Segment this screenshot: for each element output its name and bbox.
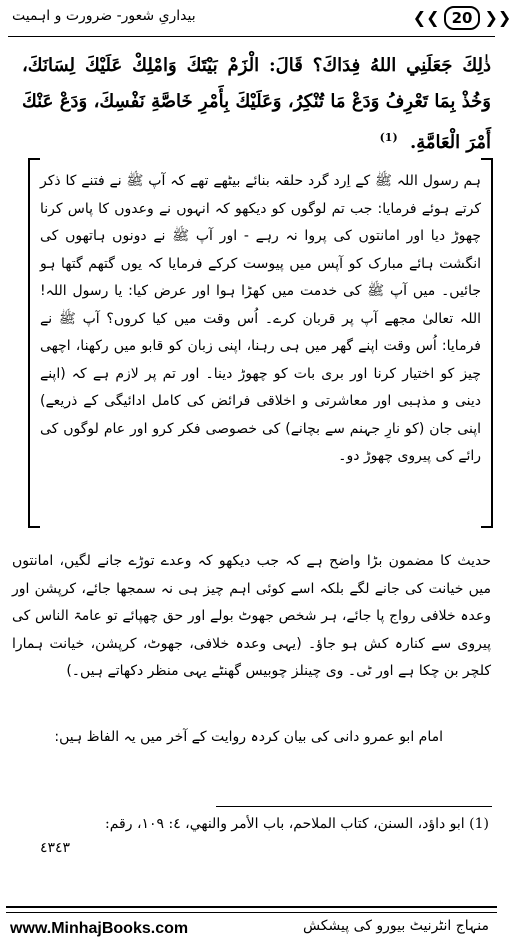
arabic-hadith-text	[22, 48, 491, 161]
frame-corner-top-left	[30, 158, 40, 160]
arabic-body: ذٰلِكَ جَعَلَنِي اللهُ فِدَاكَ؟ قَالَ: الْزَمْ بَيْتَكَ وَامْلِكْ عَلَيْكَ لِسَانَكَ، وَخُذْ بِمَا تَعْرِفُ وَدَعْ مَا تُنْكِرُ، وَعَلَيْكَ بِأَمْرِ خَاصَّةِ نَفْسِكَ، وَدَعْ عَنْكَ أَمْرَ الْعَامَّةِ.	[22, 55, 491, 153]
intro-paragraph: امام ابو عمرو دانی کی بیان کردہ روایت کے آخر میں یہ الفاظ ہیں:	[54, 729, 443, 745]
footnote-text: (1) ابو داؤد، السنن، كتاب الملاحم، باب الأمر والنهي، ٤: ١٠٩، رقم:	[105, 816, 489, 832]
page-number: 20	[444, 6, 481, 30]
commentary-paragraph: حدیث کا مضمون بڑا واضح ہے کہ جب دیکھو کہ وعدے توڑے جانے لگیں، امانتوں میں خیانت کی جانے لگے بلکہ اسے کوئی اہم چیز ہی نہ سمجھا جائے، کرپشن اور وعدہ خلافی رواج پا جائے، ہر شخص جھوٹ بولے اور حق چھپائے تو عامۃ الناس کی پیروی سے کنارہ کش ہو جاؤ۔ (یہی وعدہ خلافی، جھوٹ، کرپشن، خیانت ہمارا کلچر بن چکا ہے اور ٹی۔ وی چینلز چوبیس گھنٹے یہی منظر دکھاتے ہیں۔)	[12, 553, 491, 679]
footer-divider	[6, 906, 497, 913]
footnote-number: ٤٣٤٣	[40, 840, 71, 856]
frame-corner-bottom-left	[30, 526, 40, 528]
footnote	[40, 812, 489, 860]
translation-paragraph: ہم رسول اللہ ﷺ کے اِرد گرد حلقہ بنائے بیٹھے تھے کہ آپ ﷺ نے فتنے کا ذکر کرتے ہوئے فرمایا: جب تم لوگوں کو دیکھو کہ انہوں نے وعدوں کا پاس کرنا چھوڑ دیا اور امانتوں کی پروا نہ رہے - اور آپ ﷺ نے دونوں ہاتھوں کی انگشت ہائے مبارک کو آپس میں پیوست کرکے فرمایا کہ یوں گتھم گتھا ہو جائیں۔ میں آپ ﷺ کی خدمت میں کھڑا ہوا اور عرض کیا: یا رسول اللہ! اللہ تعالیٰ مجھے آپ پر قربان کرے۔ اُس وقت میں کیا کروں؟ آپ ﷺ نے فرمایا: اُس وقت اپنے گھر میں ہی رہنا، اپنی زبان کو قابو میں رکھنا، اچھی چیز کو اختیار کرنا اور بری بات کو چھوڑ دینا۔ اور تم پر لازم ہے کہ (اپنے دینی و مذہبی اور معاشرتی و اخلاقی فرائض کی کامل ادائیگی کے ذریعے) اپنی جان (کو نارِ جہنم سے بچانے) کی خصوصی فکر کرو اور عام لوگوں کی رائے کی پیروی چھوڑ دو۔	[40, 173, 481, 464]
header-divider	[8, 36, 495, 37]
footnote-reference: (1)	[379, 131, 398, 144]
footer-credit: منہاج انٹرنیٹ بیورو کی پیشکش	[302, 918, 489, 934]
frame-corner-bottom-right	[481, 526, 491, 528]
frame-corner-top-right	[481, 158, 491, 160]
footnote-divider	[216, 806, 492, 807]
running-title: بیداریِ شعور- ضرورت و اہمیت	[12, 8, 196, 24]
ornament-right-icon: ❯❯	[484, 8, 511, 27]
ornament-left-icon: ❮❮	[412, 8, 440, 27]
page-header	[8, 4, 511, 36]
footer-website-link[interactable]: www.MinhajBooks.com	[10, 920, 189, 937]
page-number-badge	[412, 4, 511, 32]
